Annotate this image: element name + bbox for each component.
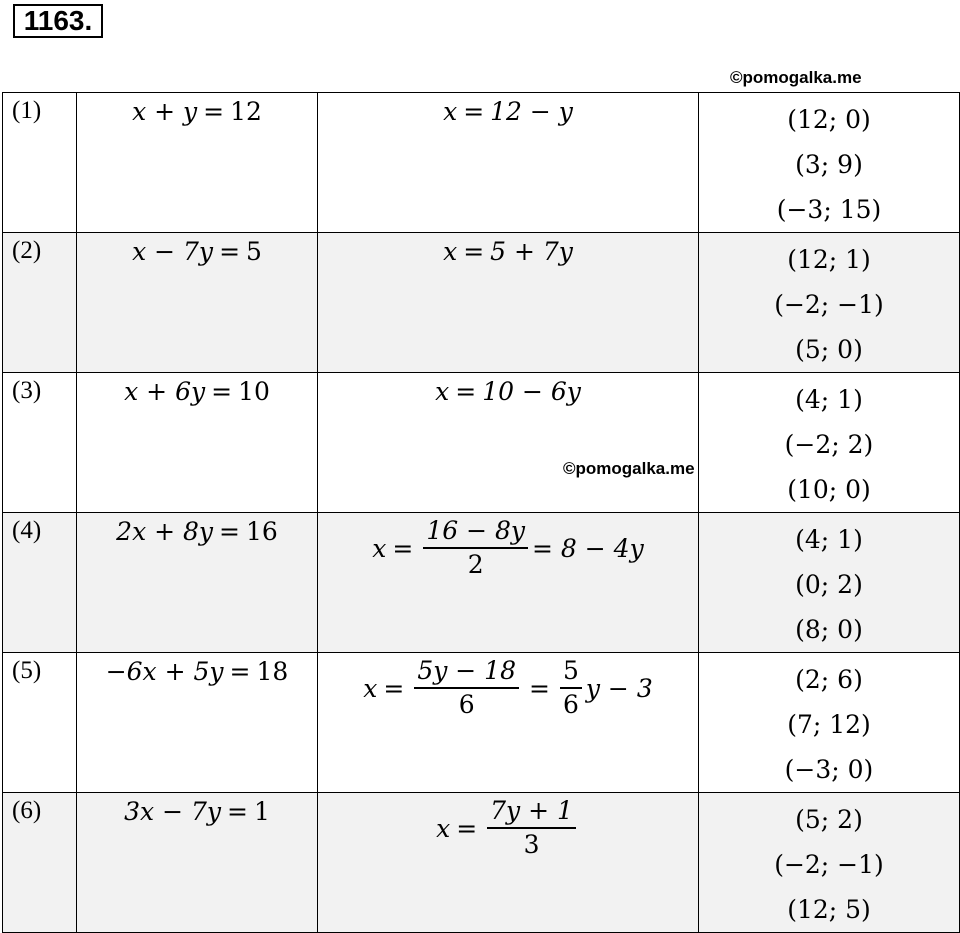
- solution-pair: (−2; −1): [774, 290, 884, 319]
- solved-form: x = 5 + 7y: [443, 237, 573, 266]
- equation-cell: [77, 793, 318, 933]
- row-number: (3): [12, 377, 42, 404]
- fraction: $\frac{5y - 18}{6}$: [414, 657, 519, 719]
- solution-pair: (2; 6): [795, 665, 863, 694]
- equation-cell: [77, 513, 318, 653]
- equation: x + 6y = 10: [124, 377, 270, 406]
- solution-pair: (−3; 15): [776, 195, 882, 224]
- solution-pair: (7; 12): [787, 710, 871, 739]
- solution-pair: (0; 2): [795, 570, 863, 599]
- solution-pair: (5; 2): [795, 805, 863, 834]
- solution-pair: (−3; 0): [784, 755, 874, 784]
- row-number-cell: [3, 93, 77, 233]
- solved-form: x = $\frac{7y + 1}{3}$: [318, 793, 698, 859]
- equation-cell: [77, 653, 318, 793]
- solution-pair: (4; 1): [795, 385, 863, 414]
- equation: 2x + 8y = 16: [116, 517, 278, 546]
- row-number: (2): [12, 237, 42, 264]
- table-row: [3, 513, 960, 653]
- row-number: (1): [12, 97, 42, 124]
- solution-pair: (−2; 2): [784, 430, 874, 459]
- solved-cell: [318, 373, 699, 513]
- solved-cell: [318, 653, 699, 793]
- pairs-cell: [699, 373, 960, 513]
- row-number-cell: [3, 373, 77, 513]
- solved-form: x = $\frac{5y - 18}{6}$ = $\frac{5}{6}$ y − 3: [363, 656, 653, 719]
- solution-pair: (4; 1): [795, 525, 863, 554]
- solved-form: x = 10 − 6y: [435, 377, 581, 406]
- fraction: $\frac{7y + 1}{3}$: [487, 797, 576, 859]
- equation-cell: [77, 93, 318, 233]
- pairs-cell: [699, 233, 960, 373]
- table-row: [3, 653, 960, 793]
- solution-pair: (12; 0): [787, 105, 871, 134]
- pairs-cell: [699, 653, 960, 793]
- fraction: $\frac{16 - 8y}{2}$: [423, 517, 528, 579]
- equation: x − 7y = 5: [132, 237, 262, 266]
- table-row: [3, 233, 960, 373]
- equation: −6x + 5y = 18: [105, 657, 289, 686]
- solution-pair: (10; 0): [787, 475, 871, 504]
- solved-cell: [318, 93, 699, 233]
- row-number: (6): [12, 797, 42, 824]
- solution-pair: (3; 9): [795, 150, 863, 179]
- row-number-cell: [3, 513, 77, 653]
- row-number-cell: [3, 793, 77, 933]
- table-row: [3, 793, 960, 933]
- watermark-top: ©pomogalka.me: [730, 68, 862, 87]
- pairs-cell: [699, 513, 960, 653]
- solved-cell: [318, 793, 699, 933]
- solution-pair: (−2; −1): [774, 850, 884, 879]
- pairs-cell: [699, 793, 960, 933]
- solutions-table: [2, 92, 960, 933]
- solution-pair: (5; 0): [795, 335, 863, 364]
- solution-pair: (8; 0): [795, 615, 863, 644]
- equation-cell: [77, 233, 318, 373]
- solution-pair: (12; 5): [787, 895, 871, 924]
- watermark-middle: ©pomogalka.me: [563, 459, 695, 478]
- equation: x + y = 12: [132, 97, 262, 126]
- solved-cell: [318, 233, 699, 373]
- equation: 3x − 7y = 1: [124, 797, 270, 826]
- solved-form: x = $\frac{16 - 8y}{2}$ = 8 − 4y: [372, 516, 644, 579]
- table-row: [3, 373, 960, 513]
- task-number: 1163.: [13, 4, 103, 38]
- solved-cell: [318, 513, 699, 653]
- solution-pair: (12; 1): [787, 245, 871, 274]
- row-number-cell: [3, 233, 77, 373]
- pairs-cell: [699, 93, 960, 233]
- equation-cell: [77, 373, 318, 513]
- row-number: (5): [12, 657, 42, 684]
- fraction: $\frac{5}{6}$: [560, 657, 582, 719]
- table-row: [3, 93, 960, 233]
- row-number-cell: [3, 653, 77, 793]
- row-number: (4): [12, 517, 42, 544]
- solved-form: x = 12 − y: [443, 97, 573, 126]
